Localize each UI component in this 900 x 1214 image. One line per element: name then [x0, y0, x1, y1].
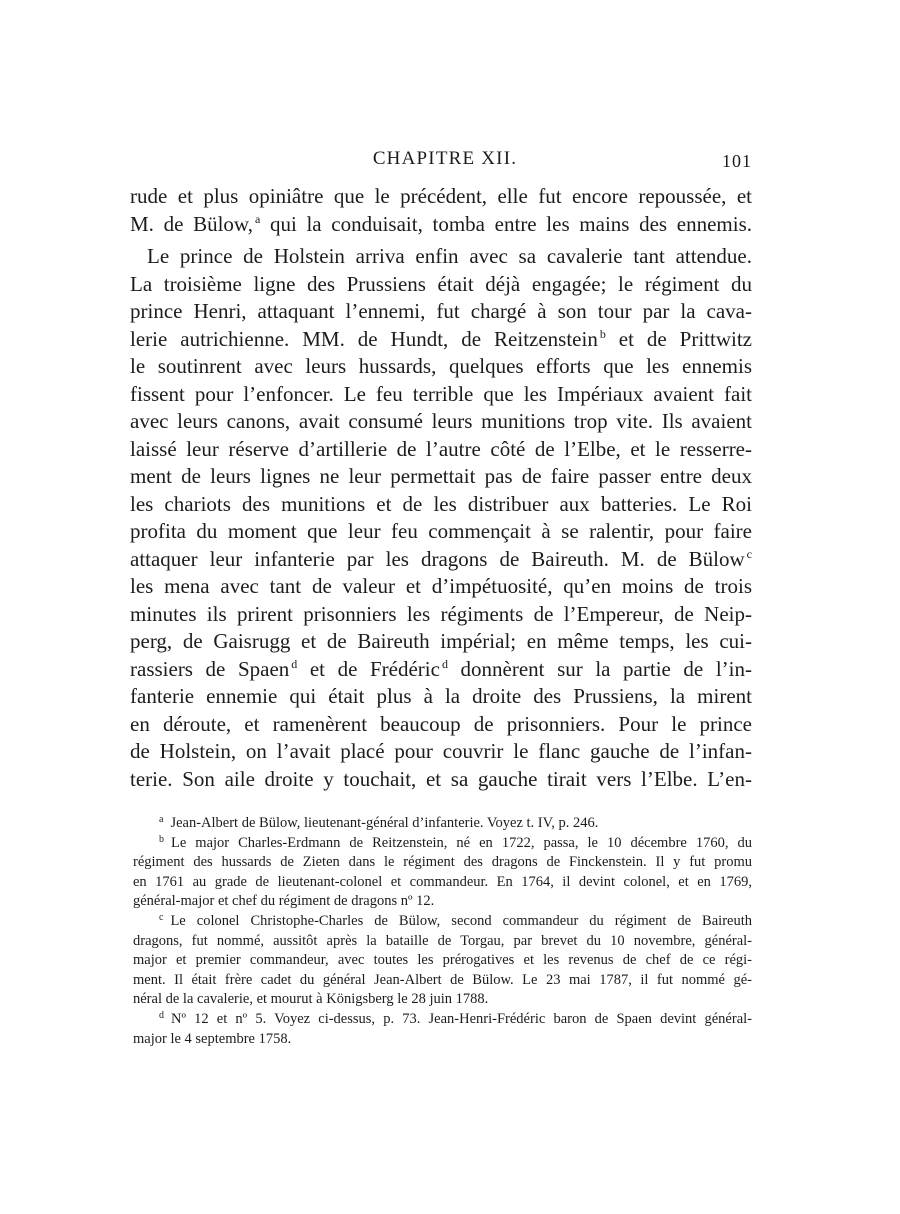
footnote-marker: a [159, 814, 164, 825]
text-line [130, 463, 752, 491]
text-run: lerie autrichienne. MM. de Hundt, de Reitzenstein [130, 326, 598, 351]
text-run: régiment des hussards de Zieten dans le régiment des dragons de Finckenstein. Il y fut promu [133, 854, 752, 871]
footnote [133, 814, 752, 834]
footnote-line [133, 814, 752, 834]
text-line [130, 211, 752, 239]
text-run: avec leurs canons, avait consumé leurs munitions trop vite. Ils avaient [130, 409, 752, 433]
text-run: et de Frédéric [297, 656, 440, 681]
text-run: Nº 12 et nº 5. Voyez ci-dessus, p. 73. Jean-Henri-Frédéric baron de Spaen devint général- [171, 1010, 752, 1027]
text-line [130, 546, 752, 574]
page-number: 101 [722, 151, 752, 171]
text-run: dragons, fut nommé, aussitôt après la bataille de Torgau, par brevet du 10 novembre, général- [133, 932, 752, 949]
text-run: de Holstein, on l’avait placé pour couvrir le flanc gauche de l’infan- [130, 739, 752, 763]
footnote-line [133, 932, 752, 952]
text-run: Le colonel Christophe-Charles de Bülow, second commandeur du régiment de Baireuth [170, 912, 752, 929]
footnote-line [133, 971, 752, 991]
text-run: Le prince de Holstein arriva enfin avec sa cavalerie tant attendue. [147, 244, 752, 268]
text-run: les chariots des munitions et de les distribuer aux batteries. Le Roi [130, 491, 752, 516]
text-run: général-major et chef du régiment de dragons nº 12. [133, 893, 435, 910]
text-run: major le 4 septembre 1758. [133, 1030, 292, 1047]
footnote-line [133, 873, 752, 893]
text-line [130, 683, 752, 711]
running-title: CHAPITRE XII. [372, 148, 518, 169]
footnote-reference: d [441, 656, 448, 671]
text-run: ment de leurs lignes ne leur permettait pas de faire passer entre deux [130, 464, 752, 488]
text-run: fanterie ennemie qui était plus à la droite des Prussiens, la mirent [130, 684, 752, 708]
footnote-line [133, 892, 752, 912]
text-run: rassiers de Spaen [130, 656, 290, 681]
footnote-line [133, 1030, 752, 1050]
footnote-marker: c [159, 911, 164, 923]
text-run: le soutinrent avec leurs hussards, quelques efforts que les ennemis [130, 354, 752, 378]
footnote-line [133, 912, 752, 932]
text-line [130, 573, 752, 601]
footnote-marker: d [159, 1009, 164, 1021]
text-run: en déroute, et ramenèrent beaucoup de prisonniers. Pour le prince [130, 711, 752, 736]
text-run: rude et plus opiniâtre que le précédent, elle fut encore repoussée, et [130, 184, 752, 208]
text-line [130, 738, 752, 766]
text-line [130, 518, 752, 546]
text-run: Jean-Albert de Bülow, lieutenant-général d’infanterie. Voyez t. IV, p. 246. [170, 815, 599, 831]
text-run: laissé leur réserve d’artillerie de l’autre côté de l’Elbe, et le resserre- [130, 436, 752, 461]
footnotes [133, 814, 752, 1049]
text-line [130, 628, 752, 656]
paragraph [130, 243, 752, 793]
text-line [130, 243, 752, 271]
text-line [130, 326, 752, 354]
text-run: et de Prittwitz [605, 326, 753, 351]
text-run: qui la conduisait, tomba entre les mains des ennemis. [260, 211, 752, 236]
footnote-line [133, 990, 752, 1010]
text-run: major et premier commandeur, avec toutes les prérogatives et les revenus de chef de ce régi- [133, 952, 752, 969]
footnote-reference: a [254, 211, 261, 226]
text-run: néral de la cavalerie, et mourut à Königsberg le 28 juin 1788. [133, 991, 489, 1008]
text-line [130, 271, 752, 299]
text-line [130, 656, 752, 684]
text-line [130, 766, 752, 794]
text-line [130, 601, 752, 629]
footnote-line [133, 834, 752, 854]
footnote [133, 1010, 752, 1049]
text-run: donnèrent sur la partie de l’in- [447, 656, 752, 681]
footnote-line [133, 951, 752, 971]
text-run: La troisième ligne des Prussiens était déjà engagée; le régiment du [130, 271, 752, 296]
footnote-reference: c [746, 546, 752, 561]
footnote [133, 834, 752, 912]
footnote-marker: b [159, 833, 164, 845]
footnote [133, 912, 752, 1010]
text-run: Le major Charles-Erdmann de Reitzenstein, né en 1722, passa, le 10 décembre 1760, du [171, 834, 752, 851]
text-line [130, 381, 752, 409]
text-run: terie. Son aile droite y touchait, et sa gauche tirait vers l’Elbe. L’en- [130, 766, 752, 791]
text-run: minutes ils prirent prisonniers les régiments de l’Empereur, de Neip- [130, 601, 752, 626]
text-run: fissent pour l’enfoncer. Le feu terrible que les Impériaux avaient fait [130, 381, 752, 406]
text-run: perg, de Gaisrugg et de Baireuth impérial; en même temps, les cui- [130, 629, 752, 653]
text-line [130, 711, 752, 739]
text-line [130, 183, 752, 211]
text-run: en 1761 au grade de lieutenant-colonel et commandeur. En 1764, il devint colonel, et en 1769, [133, 873, 752, 890]
text-line [130, 298, 752, 326]
text-run: attaquer leur infanterie par les dragons de Baireuth. M. de Bülow [130, 546, 745, 571]
text-line [130, 491, 752, 519]
text-run: les mena avec tant de valeur et d’impétuosité, qu’en moins de trois [130, 574, 752, 598]
text-run: ment. Il était frère cadet du général Jean-Albert de Bülow. Le 23 mai 1787, il fut nommé gé- [133, 971, 752, 988]
text-line [130, 353, 752, 381]
main-text [130, 183, 752, 793]
text-run: profita du moment que leur feu commençait à se ralentir, pour faire [130, 519, 752, 543]
footnote-line [133, 1010, 752, 1030]
footnote-reference: d [291, 656, 298, 671]
text-run: M. de Bülow, [130, 211, 253, 236]
footnote-reference: b [599, 326, 606, 341]
text-line [130, 408, 752, 436]
footnote-line [133, 853, 752, 873]
paragraph [130, 183, 752, 238]
text-line [130, 436, 752, 464]
text-run: prince Henri, attaquant l’ennemi, fut chargé à son tour par la cava- [130, 299, 752, 323]
